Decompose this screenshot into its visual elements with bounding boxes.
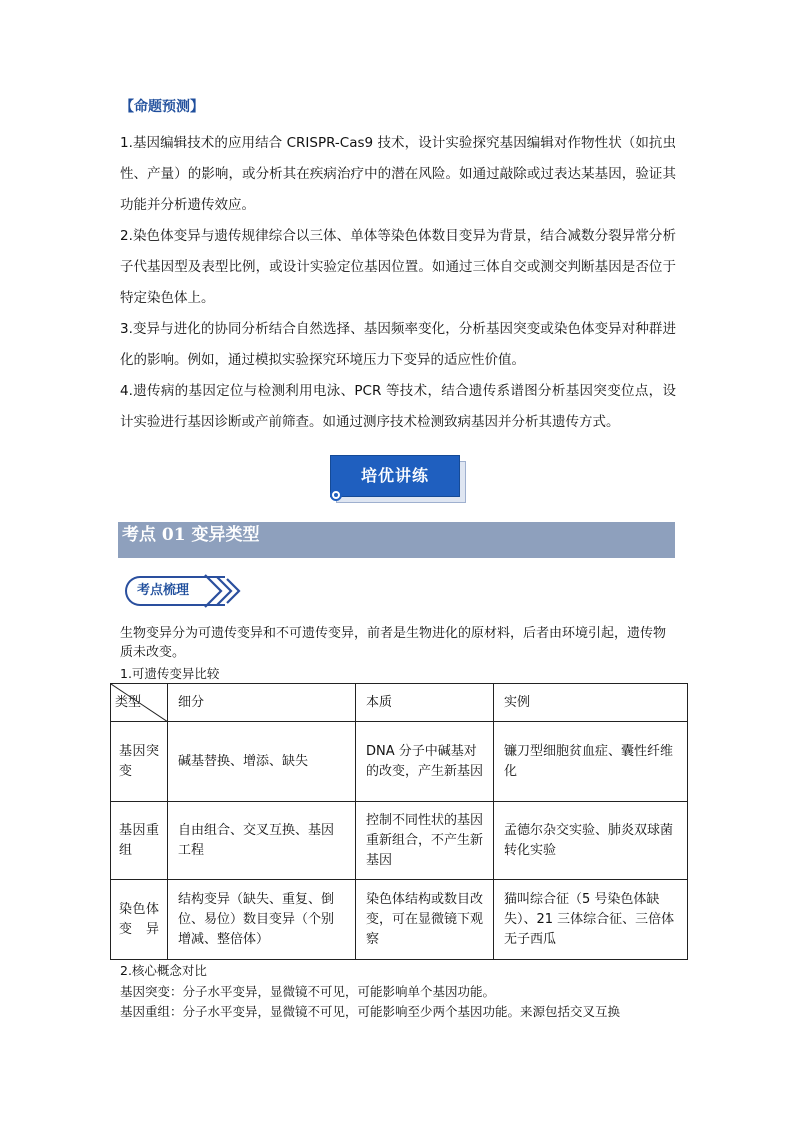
- prediction-item-1: 1.基因编辑技术的应用结合 CRISPR-Cas9 技术，设计实验探究基因编辑对作物性状（如抗虫性、产量）的影响，或分析其在疾病治疗中的潜在风险。如通过敲除或过表达某基因，验证其功能并分析遗传效应。: [120, 135, 676, 213]
- topic-tag-label: 考点梳理: [137, 583, 190, 598]
- double-chevron-icon: [203, 573, 245, 609]
- table-cell: 孟德尔杂交实验、肺炎双球菌转化实验: [494, 802, 688, 880]
- section-title: 考点 01 变异类型: [118, 522, 675, 558]
- variation-table: [110, 683, 688, 960]
- prediction-item-4: 4.遗传病的基因定位与检测利用电泳、PCR 等技术，结合遗传系谱图分析基因突变位点，设计实验进行基因诊断或产前筛查。如通过测序技术检测致病基因并分析其遗传方式。: [120, 383, 676, 430]
- core-caption: 2.核心概念对比: [120, 963, 207, 978]
- table-cell: 控制不同性状的基因重新组合，不产生新基因: [356, 802, 494, 880]
- table-cell: DNA 分子中碱基对的改变，产生新基因: [356, 722, 494, 802]
- table-cell: 基因重组: [111, 802, 168, 880]
- pin-icon: [330, 489, 342, 501]
- table-header-type: 类型: [111, 684, 168, 722]
- banner-label: 培优讲练: [330, 455, 460, 497]
- table-row: [111, 802, 688, 880]
- prediction-item-3: 3.变异与进化的协同分析结合自然选择、基因频率变化，分析基因突变或染色体变异对种群进化的影响。例如，通过模拟实验探究环境压力下变异的适应性价值。: [120, 321, 676, 368]
- table-cell: 镰刀型细胞贫血症、囊性纤维化: [494, 722, 688, 802]
- table-row: [111, 722, 688, 802]
- table-cell: 自由组合、交叉互换、基因工程: [168, 802, 356, 880]
- table-header-example: 实例: [494, 684, 688, 722]
- intro-text: 生物变异分为可遗传变异和不可遗传变异，前者是生物进化的原材料，后者由环境引起，遗传物质未改变。: [120, 626, 667, 660]
- diagonal-line: [111, 684, 168, 722]
- banner: [330, 455, 465, 507]
- table-cell: 染色体结构或数目改变，可在显微镜下观察: [356, 880, 494, 960]
- table-cell: 基因突变: [111, 722, 168, 802]
- table-header-row: [111, 684, 688, 722]
- table-cell: 结构变异（缺失、重复、倒位、易位）数目变异（个别增减、整倍体）: [168, 880, 356, 960]
- core-line-2: 基因重组：分子水平变异，显微镜不可见，可能影响至少两个基因功能。来源包括交叉互换: [120, 1004, 621, 1019]
- table-row: [111, 880, 688, 960]
- core-line-1: 基因突变：分子水平变异，显微镜不可见，可能影响单个基因功能。: [120, 984, 496, 999]
- table-header-essence: 本质: [356, 684, 494, 722]
- table-cell: 碱基替换、增添、缺失: [168, 722, 356, 802]
- table-header-subtype: 细分: [168, 684, 356, 722]
- table-cell: 猫叫综合征（5 号染色体缺失）、21 三体综合征、三倍体无子西瓜: [494, 880, 688, 960]
- table-cell: 染色体变异: [111, 880, 168, 960]
- prediction-item-2: 2.染色体变异与遗传规律综合以三体、单体等染色体数目变异为背景，结合减数分裂异常分析子代基因型及表型比例，或设计实验定位基因位置。如通过三体自交或测交判断基因是否位于特定染色体上。: [120, 228, 676, 306]
- table-caption: 1.可遗传变异比较: [120, 666, 220, 681]
- prediction-heading: 【命题预测】: [120, 99, 204, 115]
